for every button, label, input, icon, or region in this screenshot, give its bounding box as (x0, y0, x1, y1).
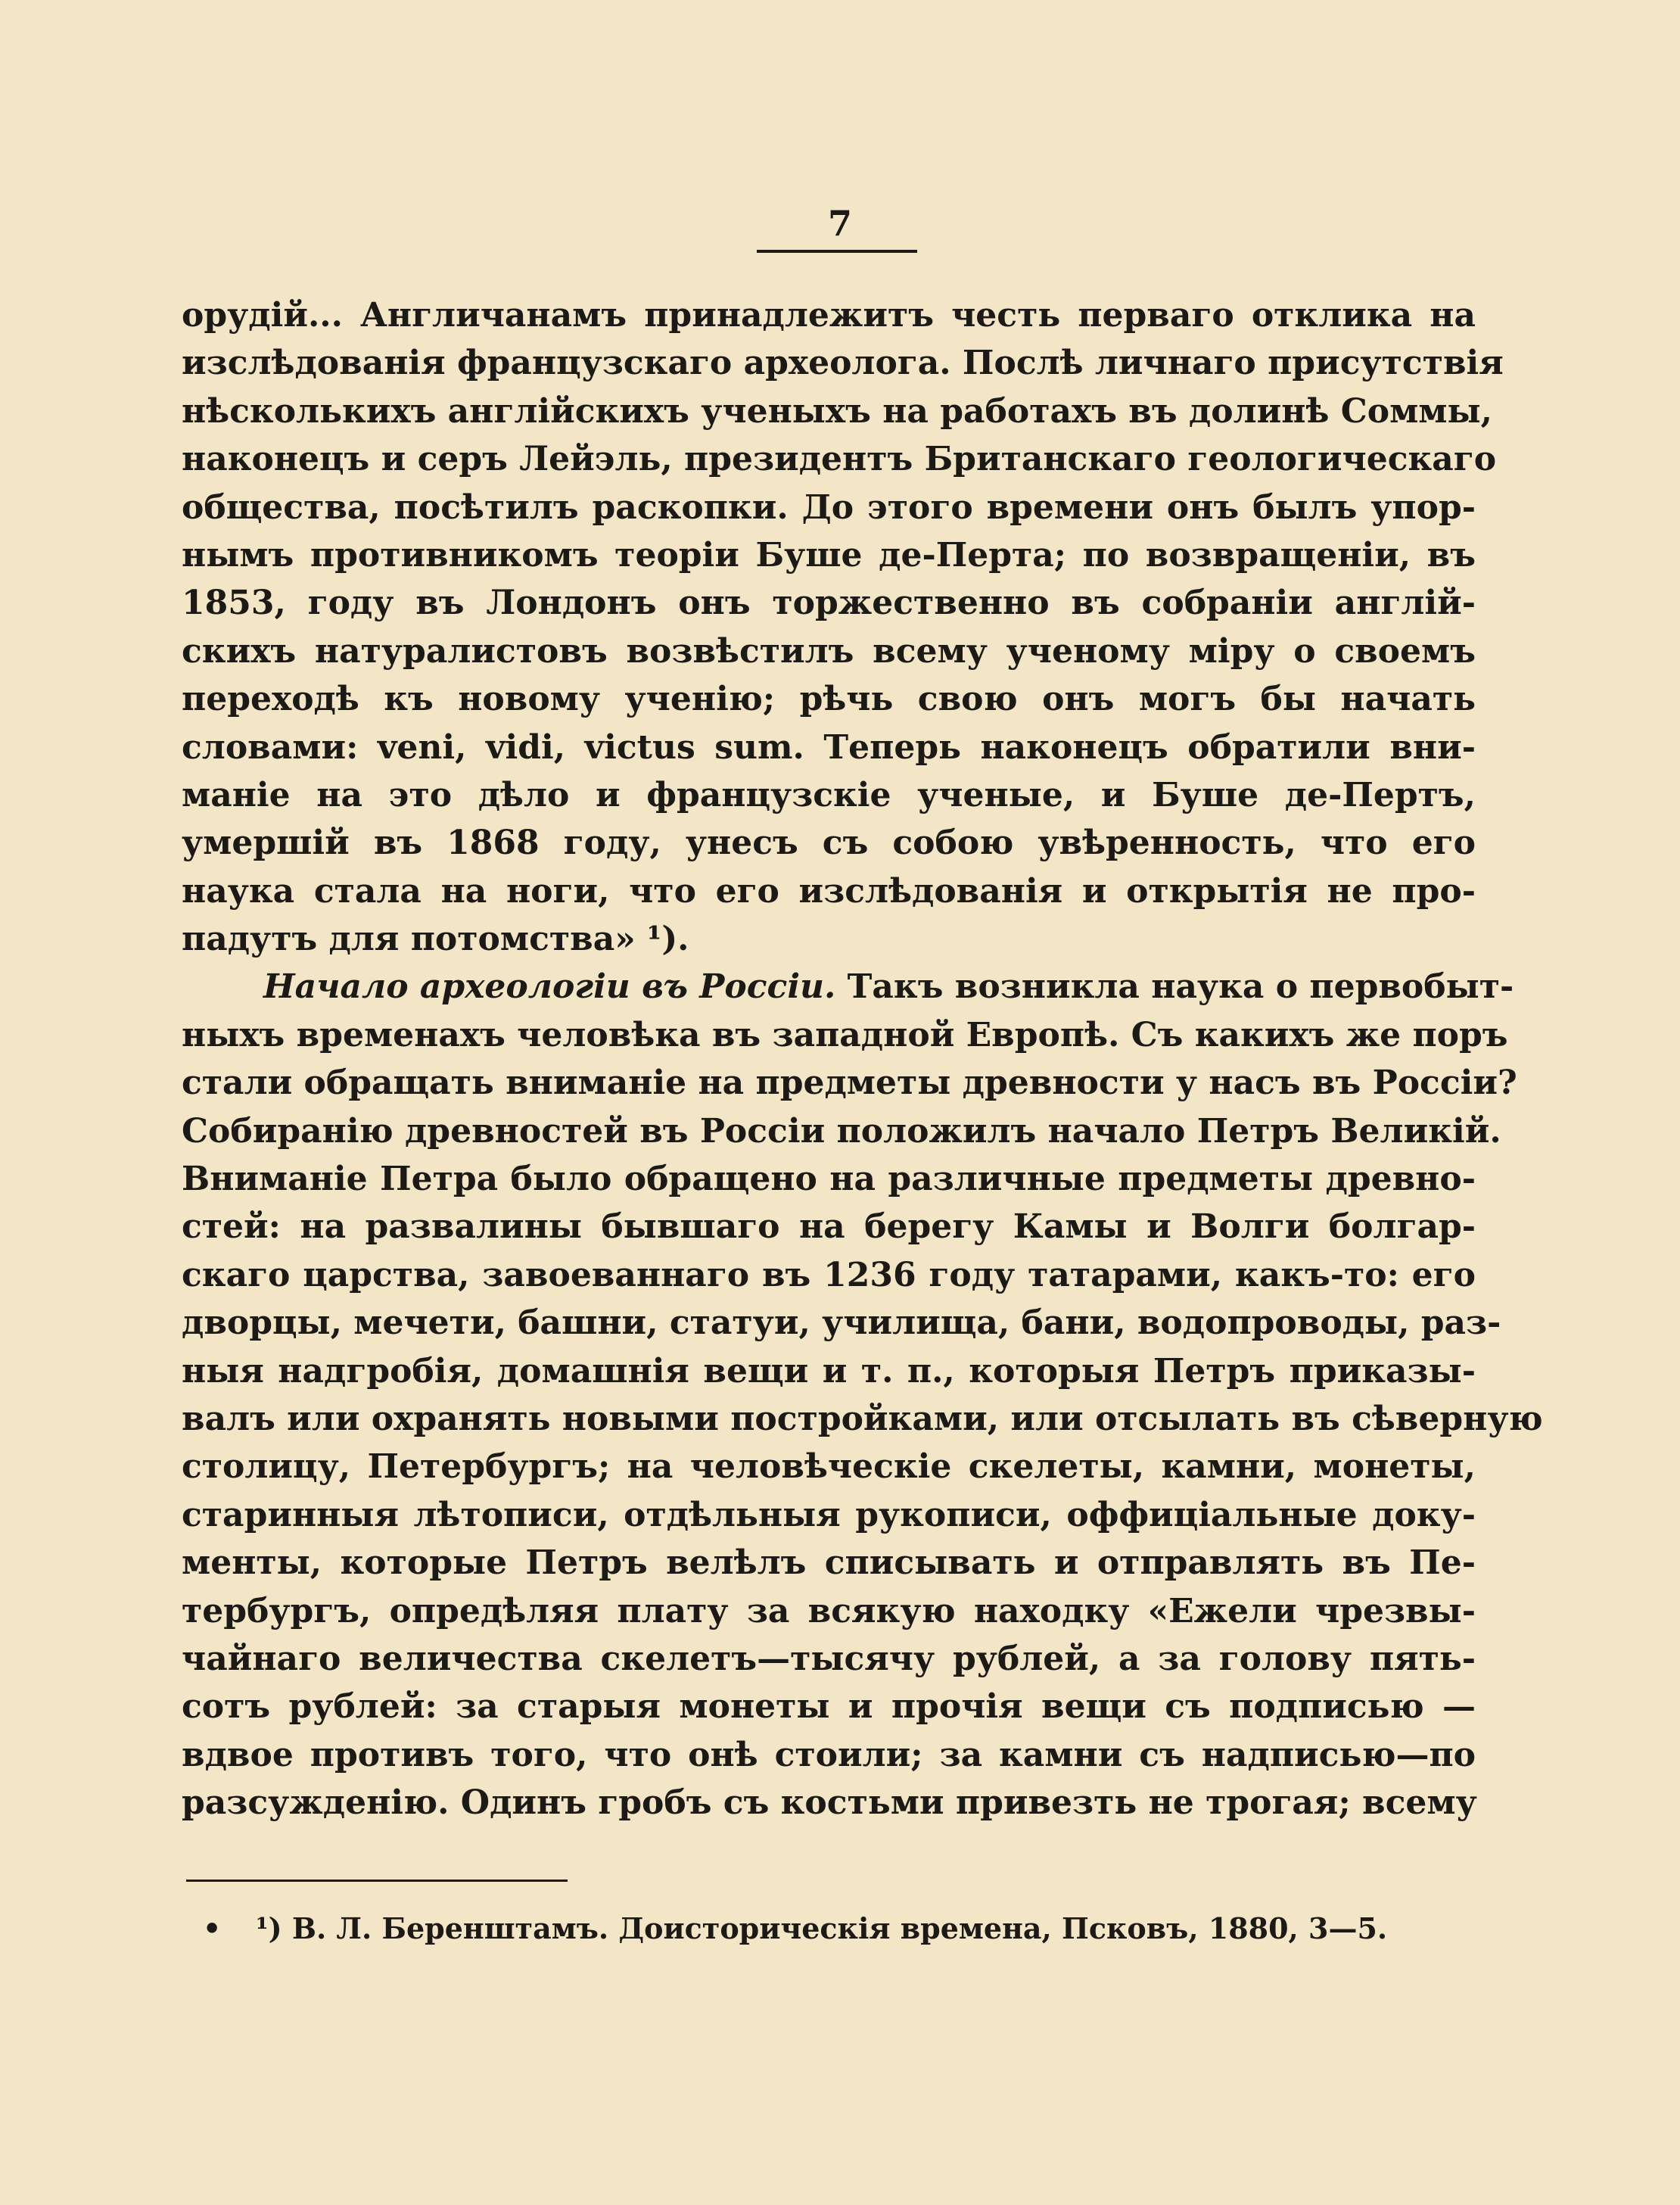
text-line (182, 963, 1514, 1011)
text-line: переходѣ къ новому ученію; рѣчь свою онъ могъ бы начать (182, 680, 1476, 719)
text-line: столицу, Петербургъ; на человѣческіе скелеты, камни, монеты, (182, 1447, 1476, 1487)
body-text (182, 291, 1543, 1827)
text-line: ныхъ временахъ человѣка въ западной Европѣ. Съ какихъ же поръ (182, 1015, 1508, 1054)
paragraph-1 (182, 291, 1504, 963)
section-heading: Начало археологіи въ Россіи. (263, 967, 836, 1007)
text-line: скихъ натуралистовъ возвѣстилъ всему ученому міру о своемъ (182, 631, 1476, 671)
text-line: сотъ рублей: за старыя монеты и прочія вещи съ подписью — (182, 1687, 1476, 1727)
text-line: общества, посѣтилъ раскопки. До этого времени онъ былъ упор- (182, 487, 1476, 527)
text-line: дворцы, мечети, башни, статуи, училища, бани, водопроводы, раз- (182, 1303, 1501, 1343)
text-line: падутъ для потомства» ¹). (182, 920, 689, 959)
page-number-rule (757, 250, 917, 253)
text-line: менты, которые Петръ велѣлъ списывать и отправлять въ Пе- (182, 1543, 1476, 1583)
text-line: Вниманіе Петра было обращено на различные предметы древно- (182, 1160, 1476, 1199)
text-line: умершій въ 1868 году, унесъ съ собою увѣренность, что его (182, 824, 1476, 863)
text-line: нѣсколькихъ англійскихъ ученыхъ на работахъ въ долинѣ Соммы, (182, 391, 1492, 431)
text-line: изслѣдованія французскаго археолога. Послѣ личнаго присутствія (182, 344, 1504, 383)
text-line: стей: на развалины бывшаго на берегу Камы и Волги болгар- (182, 1207, 1476, 1247)
paragraph-2 (182, 963, 1543, 1827)
heading-line-text: Такъ возникла наука о первобыт- (847, 967, 1514, 1007)
text-line: тербургъ, опредѣляя плату за всякую находку «Ежели чрезвы- (182, 1591, 1476, 1630)
page-number: 7 (827, 203, 852, 244)
text-line: ныя надгробія, домашнія вещи и т. п., которыя Петръ приказы- (182, 1351, 1476, 1391)
footnote-text: ¹) В. Л. Беренштамъ. Доисторическія времена, Псковъ, 1880, 3—5. (256, 1911, 1388, 1945)
text-line: разсужденію. Одинъ гробъ съ костьми привезть не трогая; всему (182, 1783, 1477, 1823)
text-line: стали обращать вниманіе на предметы древности у насъ въ Россіи? (182, 1064, 1517, 1103)
text-line: 1853, году въ Лондонъ онъ торжественно въ собраніи англій- (182, 584, 1476, 623)
text-line: валъ или охранять новыми постройками, или отсылать въ сѣверную (182, 1399, 1543, 1438)
text-line: наконецъ и серъ Лейэль, президентъ Британскаго геологическаго (182, 440, 1497, 479)
text-line: маніе на это дѣло и французскіе ученые, и Буше де-Пертъ, (182, 775, 1476, 814)
text-line: Собиранію древностей въ Россіи положилъ начало Петръ Великій. (182, 1111, 1501, 1151)
footnote (203, 1908, 1489, 1950)
text-line: орудій... Англичанамъ принадлежитъ честь перваго отклика на (182, 296, 1476, 335)
footnote-bullet: • (203, 1911, 222, 1945)
text-line: скаго царства, завоеваннаго въ 1236 году татарами, какъ-то: его (182, 1255, 1476, 1294)
text-line: нымъ противникомъ теоріи Буше де-Перта; по возвращеніи, въ (182, 535, 1476, 575)
footnote-rule (186, 1880, 568, 1882)
text-line: словами: veni, vidi, victus sum. Теперь наконецъ обратили вни- (182, 727, 1476, 767)
text-line: чайнаго величества скелетъ—тысячу рублей, а за голову пять- (182, 1639, 1476, 1678)
text-line: старинныя лѣтописи, отдѣльныя рукописи, оффиціальные доку- (182, 1495, 1476, 1534)
text-line: вдвое противъ того, что онѣ стоили; за камни съ надписью—по (182, 1735, 1476, 1774)
text-line: наука стала на ноги, что его изслѣдованія и открытія не про- (182, 871, 1476, 911)
